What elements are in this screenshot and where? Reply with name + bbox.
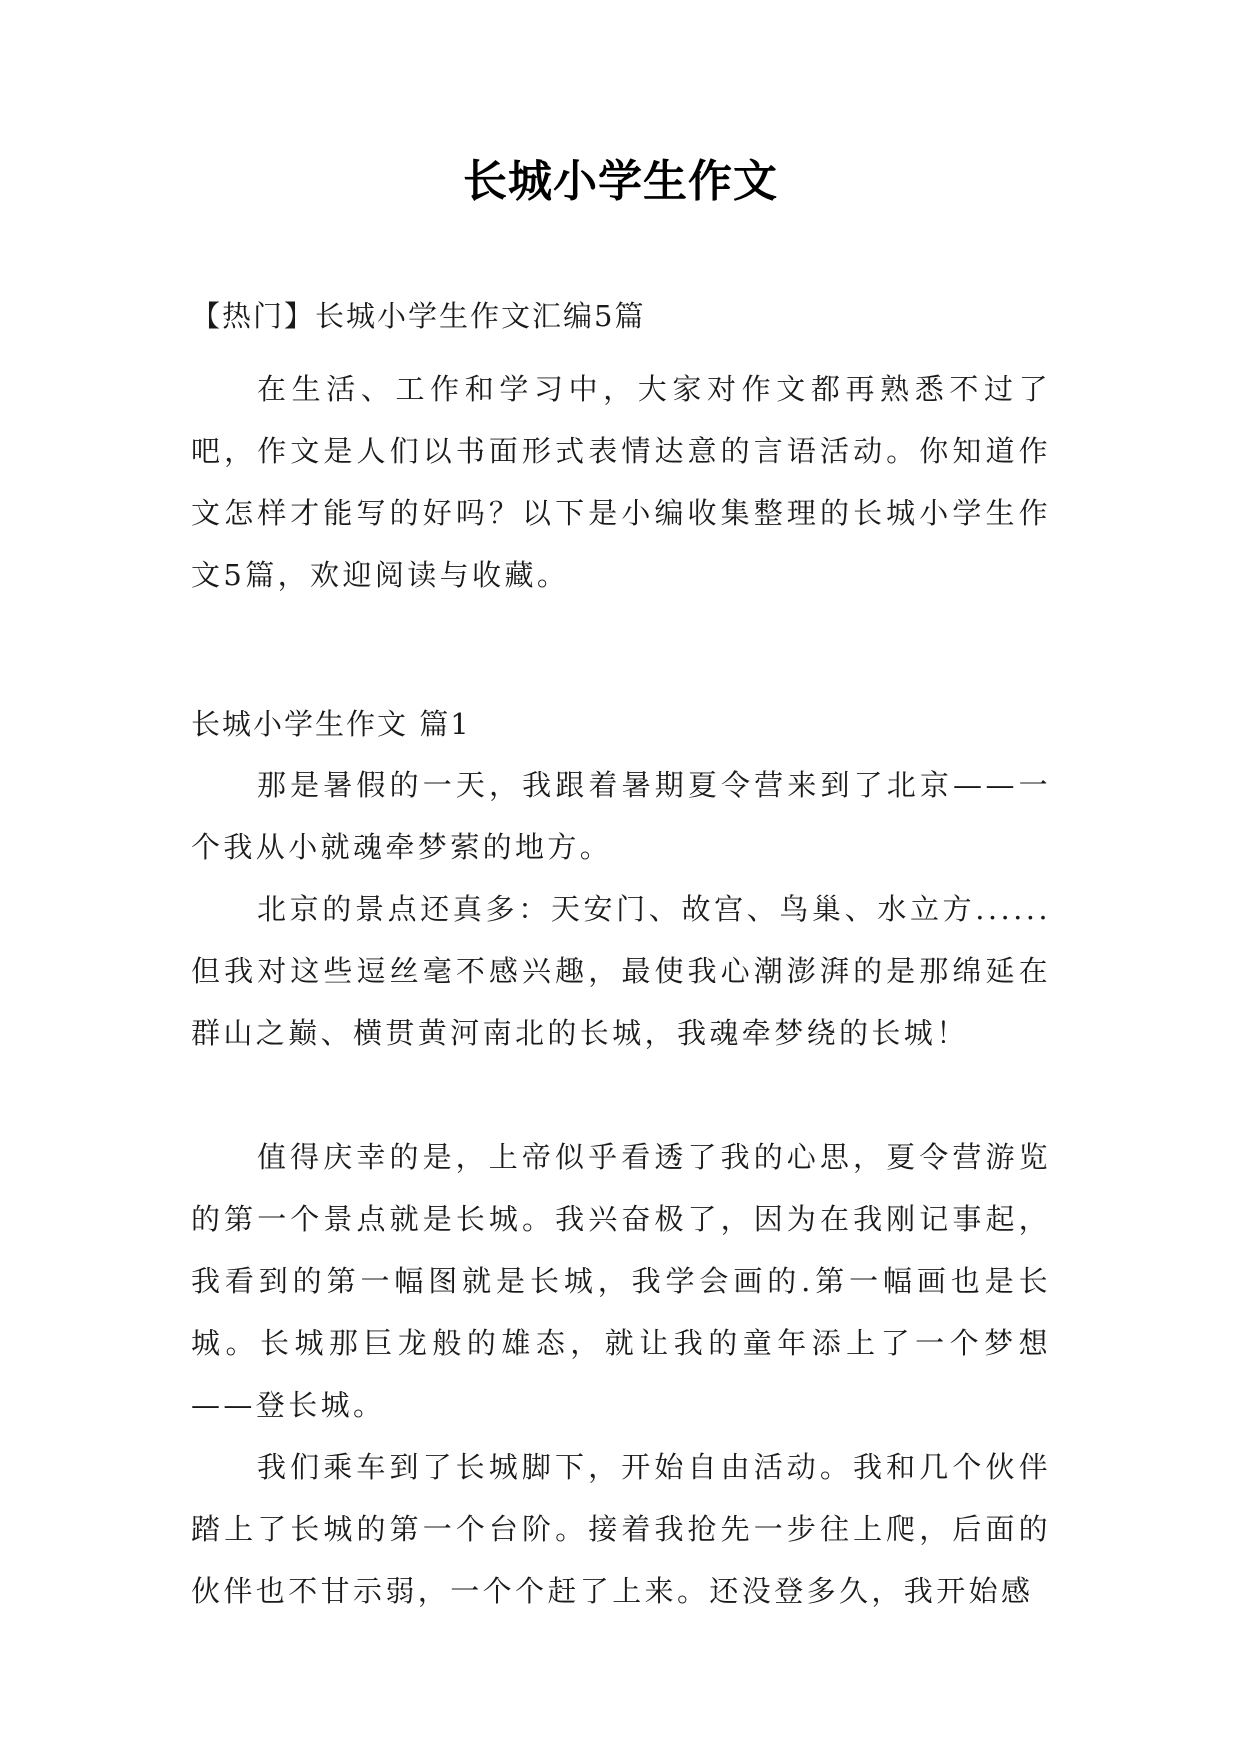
section-heading: 长城小学生作文 篇1 [191,707,471,741]
body-paragraph-2: 北京的景点还真多：天安门、故宫、鸟巢、水立方......但我对这些逗丝毫不感兴趣，最使我心潮澎湃的是那绵延在群山之巅、横贯黄河南北的长城，我魂牵梦绕的长城！ [191,892,1051,1050]
intro-paragraph: 在生活、工作和学习中，大家对作文都再熟悉不过了吧，作文是人们以书面形式表情达意的言语活动。你知道作文怎样才能写的好吗？以下是小编收集整理的长城小学生作文5篇，欢迎阅读与收藏。 [191,372,1051,592]
body-paragraph-3: 值得庆幸的是，上帝似乎看透了我的心思，夏令营游览的第一个景点就是长城。我兴奋极了，因为在我刚记事起，我看到的第一幅图就是长城，我学会画的.第一幅画也是长城。长城那巨龙般的雄态，就让我的童年添上了一个梦想——登长城。 [191,1140,1051,1422]
body-paragraph-1: 那是暑假的一天，我跟着暑期夏令营来到了北京——一个我从小就魂牵梦萦的地方。 [191,768,1051,864]
body-paragraph-4: 我们乘车到了长城脚下，开始自由活动。我和几个伙伴踏上了长城的第一个台阶。接着我抢先一步往上爬，后面的伙伴也不甘示弱，一个个赶了上来。还没登多久，我开始感 [191,1450,1051,1608]
document-title: 长城小学生作文 [463,156,778,207]
document-subtitle: 【热门】长城小学生作文汇编5篇 [191,299,646,333]
